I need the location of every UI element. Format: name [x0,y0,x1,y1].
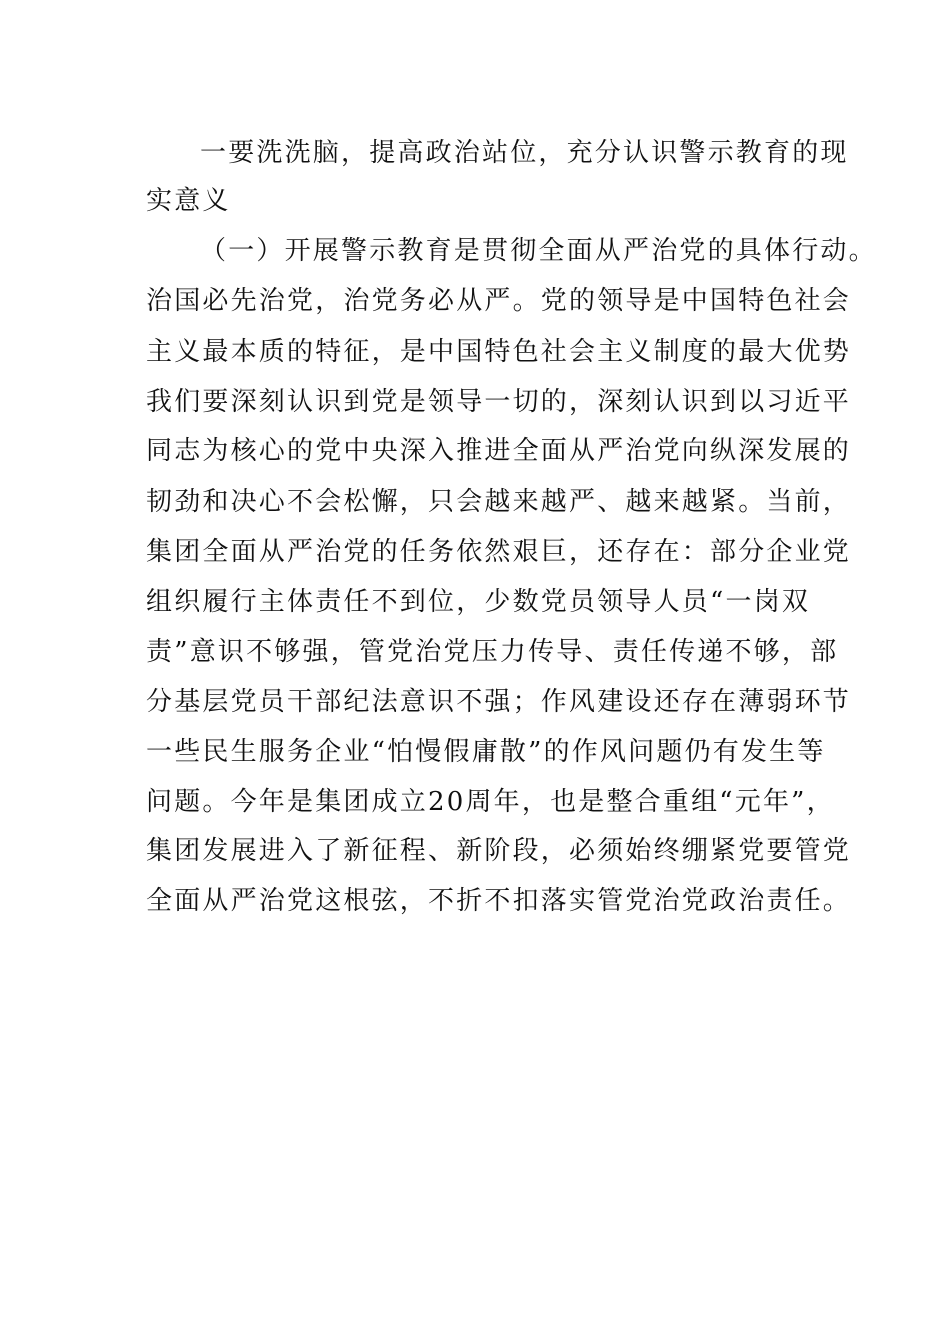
body-line-13: 集团发展进入了新征程、新阶段，必须始终绷紧党要管党 [146,836,852,866]
heading-line-2: 实意义 [146,186,231,216]
body-line-5: 同志为核心的党中央深入推进全面从严治党向纵深发展的 [146,436,852,466]
body-line-6: 韧劲和决心不会松懈，只会越来越严、越来越紧。当前， [146,487,852,517]
body-line-7: 集团全面从严治党的任务依然艰巨，还存在：部分企业党 [146,537,852,567]
body-line-14: 全面从严治党这根弦，不折不扣落实管党治党政治责任。 [146,886,852,916]
body-line-4: 我们要深刻认识到党是领导一切的，深刻认识到以习近平 [146,387,852,417]
body-line-11: 一些民生服务企业“怕慢假庸散”的作风问题仍有发生等 [146,737,826,767]
body-line-3: 主义最本质的特征，是中国特色社会主义制度的最大优势 [146,337,852,367]
body-line-8: 组织履行主体责任不到位，少数党员领导人员“一岗双 [146,587,811,617]
body-line-10: 分基层党员干部纪法意识不强；作风建设还存在薄弱环节 [146,687,852,717]
body-line-2: 治国必先治党，治党务必从严。党的领导是中国特色社会 [146,286,852,316]
body-line-9: 责”意识不够强，管党治党压力传导、责任传递不够，部 [146,637,839,667]
heading-line-1: 一要洗洗脑，提高政治站位，充分认识警示教育的现 [200,138,849,168]
body-line-1: （一）开展警示教育是贯彻全面从严治党的具体行动。 [200,236,877,266]
body-line-12: 问题。今年是集团成立20周年，也是整合重组“元年”， [146,787,835,817]
